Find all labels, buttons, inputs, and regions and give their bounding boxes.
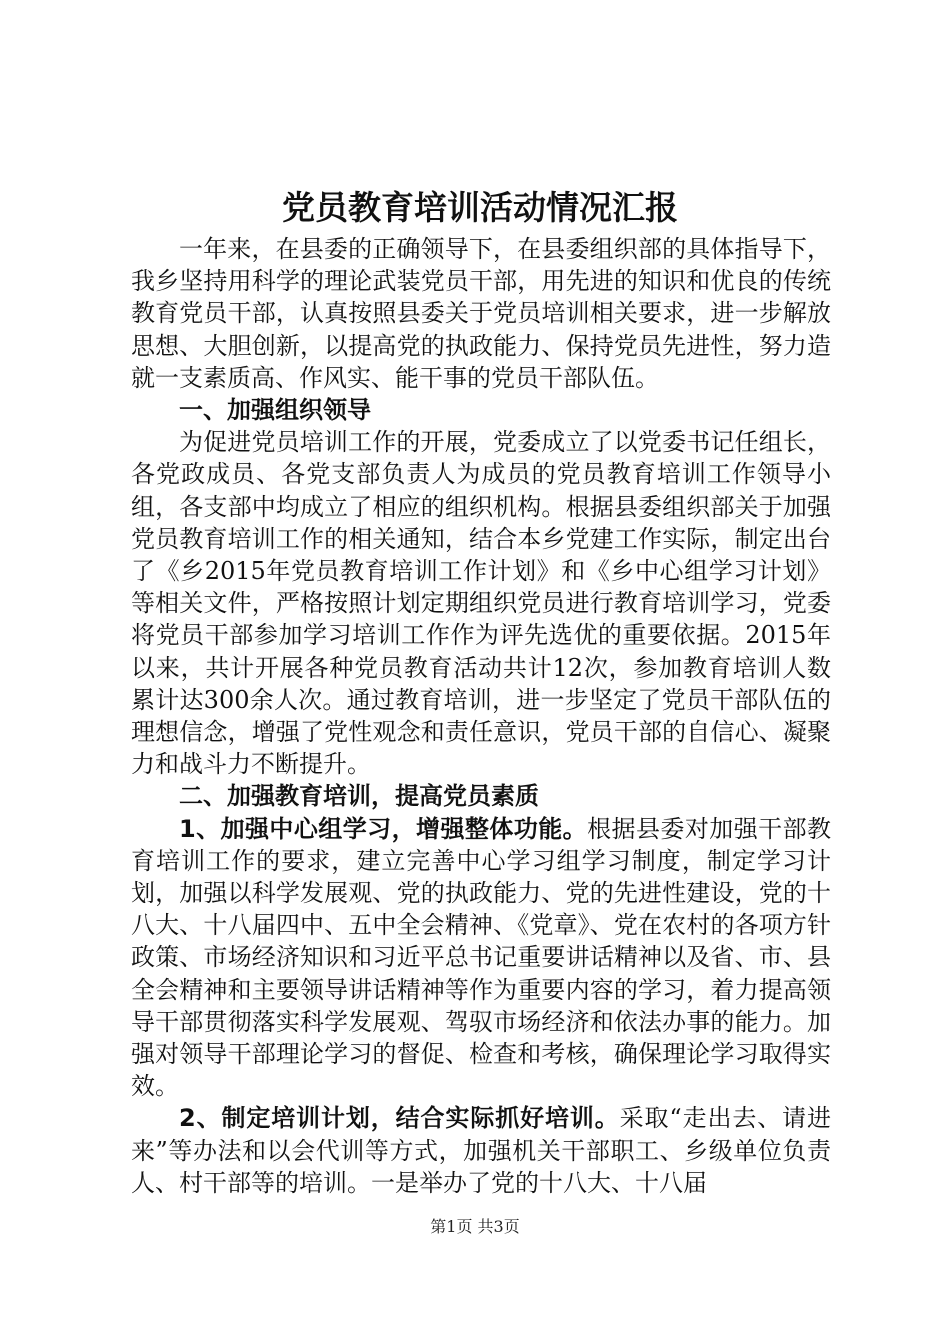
intro-paragraph: 一年来，在县委的正确领导下，在县委组织部的具体指导下，我乡坚持用科学的理论武装党员干部，用先进的知识和优良的传统教育党员干部，认真按照县委关于党员培训相关要求，进一步解放思想、大胆创新，以提高党的执政能力、保持党员先进性，努力造就一支素质高、作风实、能干事的党员干部队伍。 <box>131 235 831 392</box>
section2-item2-paragraph <box>131 1102 831 1199</box>
section1-heading: 一、加强组织领导 <box>179 396 371 425</box>
section2-item2-text: 采取“走出去、请进来”等办法和以会代训等方式，加强机关干部职工、乡级单位负责人、村干部等的培训。一是举办了党的十八大、十八届 <box>131 1104 831 1197</box>
section1-paragraph: 为促进党员培训工作的开展，党委成立了以党委书记任组长，各党政成员、各党支部负责人为成员的党员教育培训工作领导小组，各支部中均成立了相应的组织机构。根据县委组织部关于加强党员教育培训工作的相关通知，结合本乡党建工作实际，制定出台了《乡2015年党员教育培训工作计划》和《乡中心组学习计划》等相关文件，严格按照计划定期组织党员进行教育培训学习，党委将党员干部参加学习培训工作作为评先选优的重要依据。2015年以来，共计开展各种党员教育活动共计12次，参加教育培训人数累计达300余人次。通过教育培训，进一步坚定了党员干部队伍的理想信念，增强了党性观念和责任意识，党员干部的自信心、凝聚力和战斗力不断提升。 <box>131 428 831 779</box>
section2-item1-text: 根据县委对加强干部教育培训工作的要求，建立完善中心学习组学习制度，制定学习计划，加强以科学发展观、党的执政能力、党的先进性建设，党的十八大、十八届四中、五中全会精神、《党章》、党在农村的各项方针政策、市场经济知识和习近平总书记重要讲话精神以及省、市、县全会精神和主要领导讲话精神等作为重要内容的学习，着力提高领导干部贯彻落实科学发展观、驾驭市场经济和依法办事的能力。加强对领导干部理论学习的督促、检查和考核，确保理论学习取得实效。 <box>131 814 832 1101</box>
document-body <box>131 233 831 1199</box>
section2-item1-paragraph <box>131 813 831 1103</box>
page-footer: 第1页 共3页 <box>430 1217 520 1236</box>
document-title: 党员教育培训活动情况汇报 <box>282 188 678 227</box>
section2-heading: 二、加强教育培训，提高党员素质 <box>179 782 539 811</box>
section2-item2-lead: 2、制定培训计划，结合实际抓好培训。 <box>179 1104 620 1133</box>
section2-item1-lead: 1、加强中心组学习，增强整体功能。 <box>179 814 588 843</box>
